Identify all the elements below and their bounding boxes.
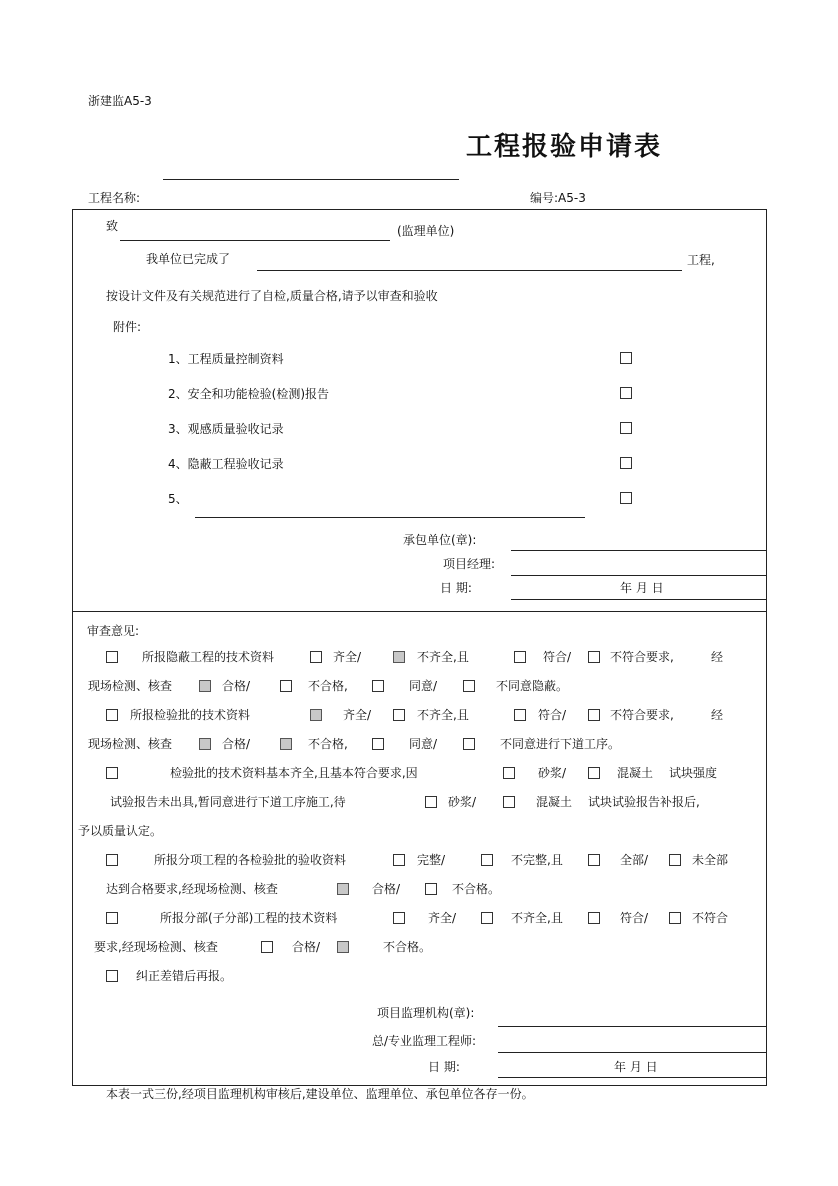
review-text: 合格/ [222, 679, 251, 693]
review-text: 合格/ [292, 940, 321, 954]
review-text: 不合格。 [452, 882, 501, 896]
attachment-item: 5、 [168, 492, 188, 506]
review-text: 齐全/ [343, 708, 372, 722]
review-text: 所报隐蔽工程的技术资料 [142, 650, 275, 664]
manager-field[interactable] [511, 575, 767, 576]
review-text: 纠正差错后再报。 [136, 969, 233, 983]
review-text: 全部/ [620, 853, 649, 867]
attachment-item: 2、安全和功能检验(检测)报告 [168, 387, 329, 401]
title-underline [163, 179, 459, 180]
review-checkbox[interactable] [503, 767, 515, 779]
review-checkbox[interactable] [106, 709, 118, 721]
agency-label: 项目监理机构(章): [377, 1006, 475, 1020]
section-divider [72, 611, 767, 612]
review-checkbox[interactable] [261, 941, 273, 953]
review-text: 经 [711, 708, 724, 722]
review-checkbox[interactable] [588, 912, 600, 924]
review-checkbox[interactable] [588, 709, 600, 721]
review-checkbox[interactable] [106, 912, 118, 924]
supervisor-unit-field[interactable] [120, 240, 390, 241]
review-text: 混凝土 [536, 795, 573, 809]
review-text: 不完整,且 [511, 853, 563, 867]
review-text: 不合格。 [383, 940, 432, 954]
contractor-label: 承包单位(章): [403, 533, 477, 547]
review-checkbox[interactable] [425, 796, 437, 808]
footer-note: 本表一式三份,经项目监理机构审核后,建设单位、监理单位、承包单位各存一份。 [106, 1087, 534, 1101]
manager-label: 项目经理: [443, 557, 496, 571]
review-date-field[interactable] [498, 1077, 767, 1078]
attachment-checkbox[interactable] [620, 457, 632, 469]
review-text: 所报分项工程的各检验批的验收资料 [154, 853, 347, 867]
date-value: 年 月 日 [620, 581, 664, 595]
engineer-field[interactable] [498, 1052, 767, 1053]
attachment-checkbox[interactable] [620, 387, 632, 399]
review-text: 不合格, [308, 737, 348, 751]
project-name-label: 工程名称: [88, 191, 141, 205]
review-text: 合格/ [372, 882, 401, 896]
review-date-value: 年 月 日 [614, 1060, 658, 1074]
attachment-item: 4、隐蔽工程验收记录 [168, 457, 284, 471]
review-checkbox[interactable] [199, 738, 211, 750]
review-checkbox[interactable] [393, 651, 405, 663]
date-field[interactable] [511, 599, 767, 600]
review-checkbox[interactable] [514, 709, 526, 721]
review-text: 齐全/ [333, 650, 362, 664]
review-checkbox[interactable] [588, 651, 600, 663]
form-frame [72, 209, 767, 1086]
review-text: 不同意进行下道工序。 [500, 737, 621, 751]
review-checkbox[interactable] [337, 883, 349, 895]
review-text: 不合格, [308, 679, 348, 693]
to-label: 致 [106, 219, 119, 233]
opinion-label: 审查意见: [87, 624, 140, 638]
review-text: 经 [711, 650, 724, 664]
review-checkbox[interactable] [481, 912, 493, 924]
number-label: 编号:A5-3 [530, 191, 586, 205]
review-checkbox[interactable] [372, 680, 384, 692]
review-text: 试块试验报告补报后, [588, 795, 700, 809]
review-checkbox[interactable] [481, 854, 493, 866]
attachment-checkbox[interactable] [620, 352, 632, 364]
review-checkbox[interactable] [514, 651, 526, 663]
review-checkbox[interactable] [280, 738, 292, 750]
project-field[interactable] [257, 270, 682, 271]
review-text: 所报检验批的技术资料 [130, 708, 251, 722]
supervisor-unit-label: (监理单位) [397, 224, 455, 238]
engineer-label: 总/专业监理工程师: [372, 1034, 477, 1048]
review-text: 要求,经现场检测、核查 [94, 940, 218, 954]
review-text: 检验批的技术资料基本齐全,且基本符合要求,因 [170, 766, 418, 780]
review-text: 未全部 [692, 853, 729, 867]
review-date-label: 日 期: [428, 1060, 460, 1074]
review-text: 现场检测、核查 [88, 679, 173, 693]
review-text: 砂浆/ [538, 766, 567, 780]
review-text: 不齐全,且 [417, 650, 469, 664]
review-text: 符合/ [543, 650, 572, 664]
review-text: 完整/ [417, 853, 446, 867]
review-checkbox[interactable] [669, 912, 681, 924]
review-text: 不符合 [692, 911, 729, 925]
review-checkbox[interactable] [503, 796, 515, 808]
attachment-item: 3、观感质量验收记录 [168, 422, 284, 436]
review-checkbox[interactable] [588, 854, 600, 866]
review-text: 齐全/ [428, 911, 457, 925]
review-checkbox[interactable] [669, 854, 681, 866]
review-checkbox[interactable] [393, 709, 405, 721]
review-text: 符合/ [620, 911, 649, 925]
review-checkbox[interactable] [199, 680, 211, 692]
review-checkbox[interactable] [425, 883, 437, 895]
review-checkbox[interactable] [280, 680, 292, 692]
completed-suffix: 工程, [687, 253, 715, 267]
review-text: 符合/ [538, 708, 567, 722]
attachments-label: 附件: [113, 320, 142, 334]
completed-prefix: 我单位已完成了 [146, 252, 231, 266]
review-checkbox[interactable] [106, 854, 118, 866]
attachment-other-field[interactable] [195, 517, 585, 518]
review-checkbox[interactable] [393, 854, 405, 866]
review-text: 同意/ [409, 737, 438, 751]
review-checkbox[interactable] [463, 738, 475, 750]
page-title: 工程报验申请表 [466, 132, 663, 162]
review-checkbox[interactable] [310, 651, 322, 663]
review-text: 不符合要求, [610, 708, 674, 722]
form-code: 浙建监A5-3 [88, 94, 152, 108]
review-checkbox[interactable] [393, 912, 405, 924]
attachment-checkbox[interactable] [620, 422, 632, 434]
review-checkbox[interactable] [337, 941, 349, 953]
date-label: 日 期: [440, 581, 472, 595]
review-text: 混凝土 [617, 766, 654, 780]
contractor-field[interactable] [511, 550, 767, 551]
review-text: 砂浆/ [448, 795, 477, 809]
review-text: 同意/ [409, 679, 438, 693]
review-text: 合格/ [222, 737, 251, 751]
review-text: 予以质量认定。 [78, 824, 163, 838]
review-text: 达到合格要求,经现场检测、核查 [106, 882, 278, 896]
review-text: 试验报告未出具,暂同意进行下道工序施工,待 [110, 795, 346, 809]
review-text: 不齐全,且 [511, 911, 563, 925]
review-text: 不齐全,且 [417, 708, 469, 722]
review-text: 现场检测、核查 [88, 737, 173, 751]
statement-text: 按设计文件及有关规范进行了自检,质量合格,请予以审查和验收 [106, 289, 438, 303]
review-checkbox[interactable] [372, 738, 384, 750]
review-checkbox[interactable] [310, 709, 322, 721]
agency-field[interactable] [498, 1026, 767, 1027]
review-text: 试块强度 [669, 766, 718, 780]
review-text: 不同意隐蔽。 [496, 679, 569, 693]
review-checkbox[interactable] [463, 680, 475, 692]
review-text: 所报分部(子分部)工程的技术资料 [160, 911, 338, 925]
attachment-checkbox[interactable] [620, 492, 632, 504]
review-checkbox[interactable] [588, 767, 600, 779]
review-checkbox[interactable] [106, 767, 118, 779]
review-checkbox[interactable] [106, 651, 118, 663]
review-checkbox[interactable] [106, 970, 118, 982]
attachment-item: 1、工程质量控制资料 [168, 352, 284, 366]
review-text: 不符合要求, [610, 650, 674, 664]
